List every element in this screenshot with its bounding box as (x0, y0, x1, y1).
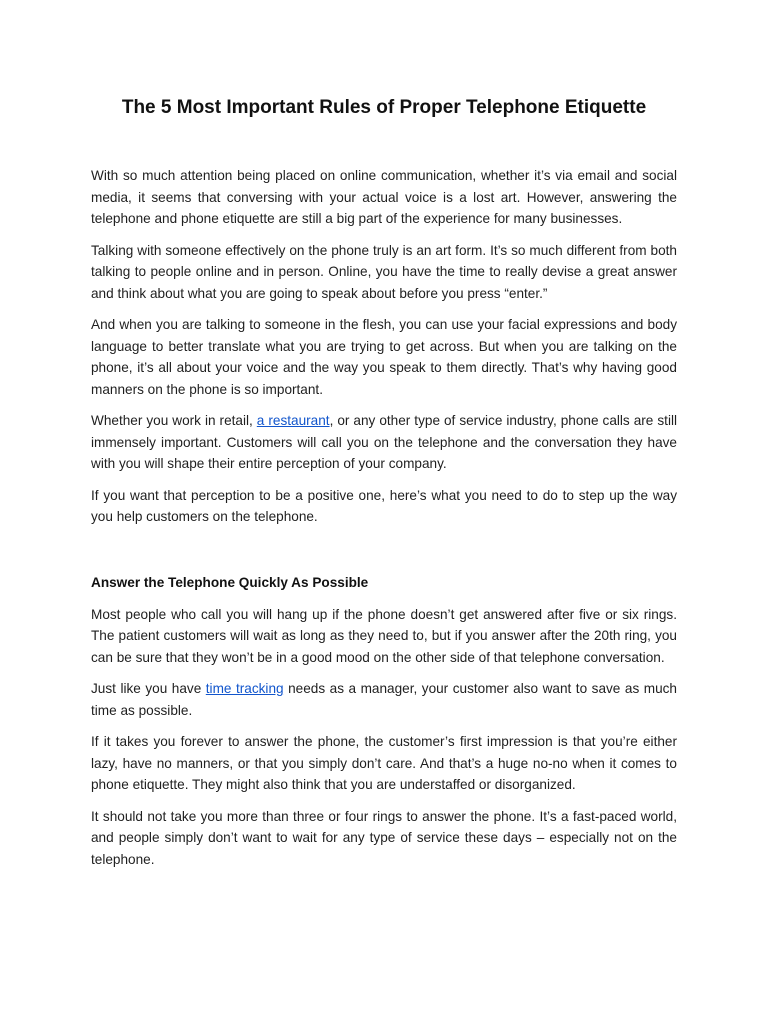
page-title: The 5 Most Important Rules of Proper Telephone Etiquette (121, 97, 647, 118)
section-paragraph-4: It should not take you more than three or four rings to answer the phone. It’s a fast-paced world, and people simply don’t want to wait for any type of service these days – especially not on the telephone. (91, 808, 677, 867)
section-answer-quickly (91, 572, 677, 870)
section-paragraph-1: Most people who call you will hang up if the phone doesn’t get answered after five or six rings. The patient customers will wait as long as they need to, but if you answer after the 20th ring, you can be sure that they won’t be in a good mood on the other side of that telephone conversation. (91, 606, 677, 665)
intro-paragraph-4-text-after: , or any other type of service industry, phone calls are still immensely important. Customers will call you on the telephone and the conversation they have with you will shape their entire perception of your company. (91, 413, 677, 471)
intro-paragraph-5: If you want that perception to be a positive one, here’s what you need to do to step up the way you help customers on the telephone. (91, 487, 677, 524)
section-paragraph-2-text-after: needs as a manager, your customer also want to save as much time as possible. (91, 681, 677, 718)
section-paragraph-2-text-before: Just like you have (91, 681, 206, 696)
intro-paragraph-1: With so much attention being placed on online communication, whether it’s via email and social media, it seems that conversing with your actual voice is a lost art. However, answering the telephone and phone etiquette are still a big part of the experience for many businesses. (91, 168, 677, 226)
intro-paragraph-4 (91, 410, 677, 475)
intro-section (91, 165, 677, 528)
section-paragraph-3: If it takes you forever to answer the phone, the customer’s first impression is that you’re either lazy, have no manners, or that you simply don’t care. And that’s a huge no-no when it comes to phone etiquette. They might also think that you are understaffed or disorganized. (91, 734, 677, 792)
intro-paragraph-4-text-before: Whether you work in retail, (91, 413, 257, 428)
section-paragraph-2 (91, 678, 677, 721)
intro-paragraph-2: Talking with someone effectively on the phone truly is an art form. It’s so much different from both talking to people online and in person. Online, you have the time to really devise a great answer and think about what you are going to speak about before you press “enter.” (91, 242, 677, 301)
intro-paragraph-3: And when you are talking to someone in the flesh, you can use your facial expressions and body language to better translate what you are trying to get across. But when you are talking on the phone, it’s all about your voice and the way you speak to them directly. That’s why having good manners on the phone is so important. (91, 317, 677, 397)
restaurant-link[interactable]: a restaurant (256, 413, 330, 428)
section-heading: Answer the Telephone Quickly As Possible (91, 575, 369, 590)
time-tracking-link[interactable]: time tracking (205, 681, 284, 696)
